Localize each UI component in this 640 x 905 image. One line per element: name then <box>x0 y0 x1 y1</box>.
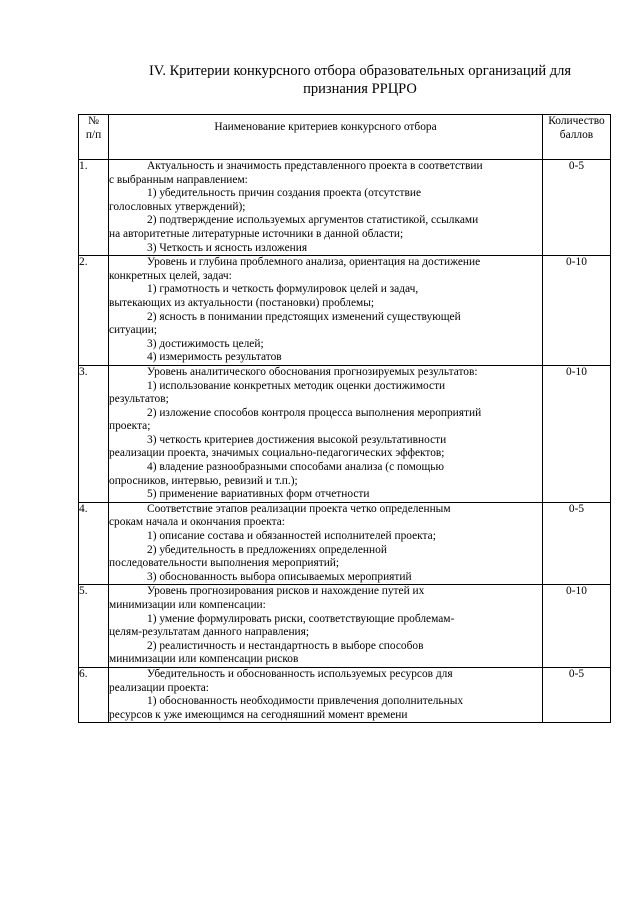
title-line-1: IV. Критерии конкурсного отбора образовательных организаций для <box>148 63 572 79</box>
table-row <box>79 502 611 585</box>
criterion-line: 3) достижимость целей; <box>147 337 264 350</box>
table-row <box>79 256 611 366</box>
criterion-line: 3) четкость критериев достижения высокой результативности <box>147 433 447 446</box>
header-number-line2: п/п <box>85 128 102 141</box>
criterion-line: проекта; <box>109 420 151 433</box>
criterion-text <box>109 256 543 366</box>
table-row <box>79 365 611 502</box>
criterion-line: 1) обоснованность необходимости привлечения дополнительных <box>147 695 464 708</box>
criterion-line: 2) убедительность в предложениях определенной <box>147 543 387 556</box>
criterion-line: срокам начала и окончания проекта: <box>109 516 285 529</box>
row-number: 6. <box>79 667 109 722</box>
header-points-line2: баллов <box>559 128 594 141</box>
criterion-line: 2) реалистичность и нестандартность в выборе способов <box>147 639 424 652</box>
criterion-line: результатов; <box>109 393 169 406</box>
criterion-line: Уровень аналитического обоснования прогнозируемых результатов: <box>147 365 478 378</box>
row-number: 3. <box>79 365 109 502</box>
criterion-line: реализации проекта, значимых социально-педагогических эффектов; <box>109 447 445 460</box>
criterion-text <box>109 667 543 722</box>
criterion-line: на авторитетные литературные источники в данной области; <box>109 227 404 240</box>
document-title <box>130 62 590 98</box>
criterion-line: 1) описание состава и обязанностей исполнителей проекта; <box>147 530 436 543</box>
header-number <box>79 115 109 160</box>
criterion-line: опросников, интервью, ревизий и т.п.); <box>109 474 298 487</box>
criterion-line: минимизации или компенсации рисков <box>109 653 299 666</box>
criterion-line: 1) грамотность и четкость формулировок целей и задач, <box>147 283 419 296</box>
criterion-text <box>109 585 543 668</box>
criterion-line: 5) применение вариативных форм отчетности <box>147 488 370 501</box>
criterion-line: 2) ясность в понимании предстоящих изменений существующей <box>147 310 461 323</box>
criterion-text <box>109 502 543 585</box>
row-number: 1. <box>79 160 109 256</box>
criterion-line: 4) измеримость результатов <box>147 351 282 364</box>
criterion-line: 3) обоснованность выбора описываемых мероприятий <box>147 570 412 583</box>
criterion-line: Уровень и глубина проблемного анализа, ориентация на достижение <box>147 256 481 269</box>
table-row <box>79 585 611 668</box>
criterion-line: Соответствие этапов реализации проекта четко определенным <box>147 502 451 515</box>
header-points <box>543 115 611 160</box>
header-number-line1: № <box>88 115 99 127</box>
row-points: 0-10 <box>543 365 611 502</box>
criterion-line: последовательности выполнения мероприятий; <box>109 557 340 570</box>
criterion-text <box>109 365 543 502</box>
row-points: 0-5 <box>543 502 611 585</box>
criterion-line: целям-результатам данного направления; <box>109 626 310 639</box>
criterion-line: Уровень прогнозирования рисков и нахождение путей их <box>147 585 425 598</box>
criterion-line: конкретных целей, задач: <box>109 269 232 282</box>
table-row <box>79 667 611 722</box>
criterion-line: 1) использование конкретных методик оценки достижимости <box>147 379 446 392</box>
criterion-line: 1) умение формулировать риски, соответствующие проблемам- <box>147 612 455 625</box>
criterion-line: вытекающих из актуальности (постановки) проблемы; <box>109 296 375 309</box>
row-number: 5. <box>79 585 109 668</box>
criterion-line: Убедительность и обоснованность используемых ресурсов для <box>147 667 453 680</box>
criterion-line: реализации проекта: <box>109 681 209 694</box>
criterion-line: 3) Четкость и ясность изложения <box>147 241 308 254</box>
criterion-line: ресурсов к уже имеющимся на сегодняшний момент времени <box>109 708 408 721</box>
criterion-line: голословных утверждений); <box>109 200 246 213</box>
header-criteria: Наименование критериев конкурсного отбора <box>109 115 543 160</box>
criterion-line: минимизации или компенсации: <box>109 599 266 611</box>
row-points: 0-10 <box>543 585 611 668</box>
criterion-line: 2) подтверждение используемых аргументов статистикой, ссылками <box>147 214 479 227</box>
row-points: 0-10 <box>543 256 611 366</box>
title-line-2: признания РРЦРО <box>303 81 417 97</box>
criterion-line: с выбранным направлением: <box>109 173 248 186</box>
table-header-row <box>79 115 611 160</box>
row-number: 2. <box>79 256 109 366</box>
header-points-line1: Количество <box>548 115 605 127</box>
row-points: 0-5 <box>543 160 611 256</box>
criterion-text <box>109 160 543 256</box>
criterion-line: 4) владение разнообразными способами анализа (с помощью <box>147 461 444 474</box>
criterion-line: 2) изложение способов контроля процесса выполнения мероприятий <box>147 406 482 419</box>
criterion-line: ситуации; <box>109 324 158 337</box>
row-points: 0-5 <box>543 667 611 722</box>
criterion-line: Актуальность и значимость представленного проекта в соответствии <box>147 160 483 172</box>
table-row <box>79 160 611 256</box>
criteria-table <box>78 114 611 723</box>
row-number: 4. <box>79 502 109 585</box>
criterion-line: 1) убедительность причин создания проекта (отсутствие <box>147 187 422 200</box>
